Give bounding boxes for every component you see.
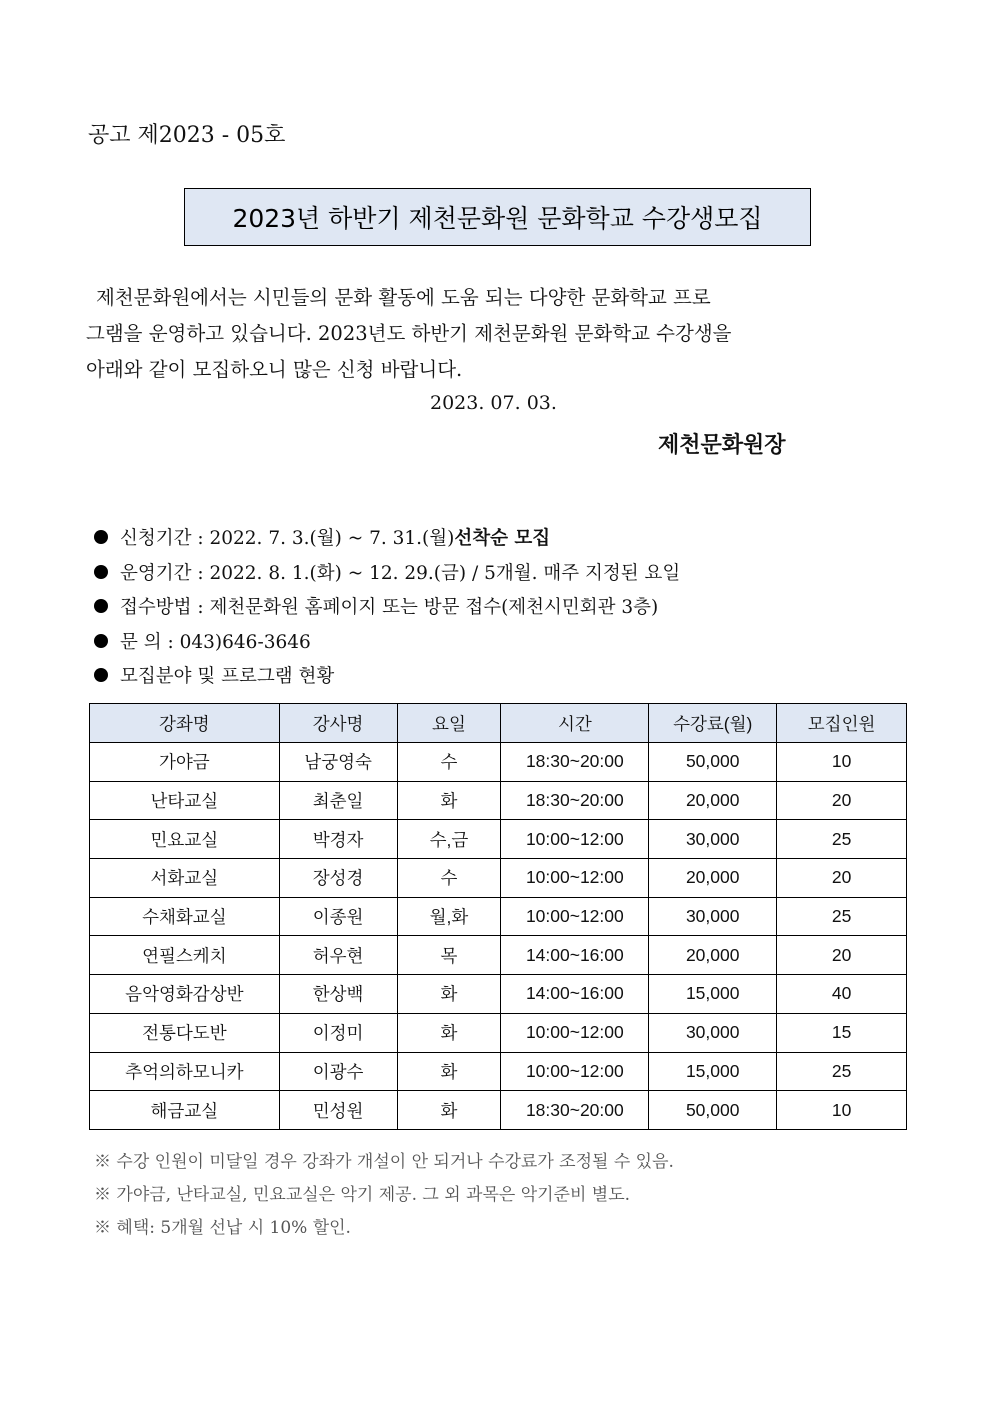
table-cell: 20 [777,781,907,820]
table-cell: 10:00~12:00 [501,1013,649,1052]
info-item [94,520,680,555]
table-cell: 20,000 [649,936,777,975]
column-header: 강사명 [279,704,397,743]
table-cell: 20,000 [649,781,777,820]
note-item: ※ 가야금, 난타교실, 민요교실은 악기 제공. 그 외 과목은 악기준비 별도. [94,1185,631,1205]
info-list [94,520,680,693]
table-cell: 15,000 [649,1052,777,1091]
table-row [90,781,907,820]
table-row [90,743,907,782]
column-header: 강좌명 [90,704,280,743]
table-cell: 이정미 [279,1013,397,1052]
table-cell: 월,화 [397,897,501,936]
table-row [90,975,907,1014]
table-cell: 전통다도반 [90,1013,280,1052]
table-cell: 40 [777,975,907,1014]
table-cell: 14:00~16:00 [501,936,649,975]
table-cell: 18:30~20:00 [501,781,649,820]
table-cell: 20 [777,859,907,898]
table-cell: 20,000 [649,859,777,898]
table-row [90,1091,907,1130]
intro-line: 제천문화원에서는 시민들의 문화 활동에 도움 되는 다양한 문화학교 프로 [96,286,711,309]
bullet-icon [94,599,108,613]
signatory: 제천문화원장 [658,432,786,458]
note-item: ※ 수강 인원이 미달일 경우 강좌가 개설이 안 되거나 수강료가 조정될 수 있음. [94,1152,674,1172]
info-text: 문 의 : 043)646-3646 [120,631,311,653]
table-cell: 10 [777,1091,907,1130]
info-item [94,658,680,693]
page-title: 2023년 하반기 제천문화원 문화학교 수강생모집 [184,188,811,246]
table-cell: 화 [397,1013,501,1052]
info-text: 접수방법 : 제천문화원 홈페이지 또는 방문 접수(제천시민회관 3층) [120,597,659,619]
table-cell: 15 [777,1013,907,1052]
table-cell: 10:00~12:00 [501,897,649,936]
table-cell: 30,000 [649,820,777,859]
table-cell: 10:00~12:00 [501,820,649,859]
intro-paragraph [86,280,786,388]
table-row [90,1052,907,1091]
info-item [94,589,680,624]
table-row [90,936,907,975]
bullet-icon [94,634,108,648]
note-item: ※ 혜택: 5개월 선납 시 10% 할인. [94,1218,351,1238]
table-cell: 민요교실 [90,820,280,859]
table-cell: 15,000 [649,975,777,1014]
table-cell: 20 [777,936,907,975]
table-cell: 수 [397,743,501,782]
info-item [94,555,680,590]
table-cell: 30,000 [649,897,777,936]
table-cell: 한상백 [279,975,397,1014]
table-cell: 화 [397,1052,501,1091]
table-cell: 25 [777,820,907,859]
intro-line: 아래와 같이 모집하오니 많은 신청 바랍니다. [86,358,463,381]
info-text: 모집분야 및 프로그램 현황 [120,666,335,688]
table-cell: 최춘일 [279,781,397,820]
table-cell: 가야금 [90,743,280,782]
program-table [89,703,907,1130]
column-header: 모집인원 [777,704,907,743]
table-cell: 50,000 [649,1091,777,1130]
table-cell: 화 [397,975,501,1014]
info-emphasis: 선착순 모집 [454,528,551,550]
table-cell: 난타교실 [90,781,280,820]
table-cell: 남궁영숙 [279,743,397,782]
table-cell: 이광수 [279,1052,397,1091]
bullet-icon [94,530,108,544]
table-cell: 음악영화감상반 [90,975,280,1014]
table-cell: 25 [777,897,907,936]
column-header: 수강료(월) [649,704,777,743]
table-row [90,1013,907,1052]
table-cell: 18:30~20:00 [501,743,649,782]
table-cell: 25 [777,1052,907,1091]
column-header: 요일 [397,704,501,743]
bullet-icon [94,565,108,579]
table-row [90,859,907,898]
table-cell: 허우현 [279,936,397,975]
table-cell: 10:00~12:00 [501,1052,649,1091]
notes [94,1143,674,1242]
table-cell: 수채화교실 [90,897,280,936]
table-cell: 14:00~16:00 [501,975,649,1014]
table-cell: 수,금 [397,820,501,859]
table-cell: 이종원 [279,897,397,936]
table-cell: 화 [397,1091,501,1130]
table-cell: 추억의하모니카 [90,1052,280,1091]
info-item [94,624,680,659]
table-row [90,820,907,859]
table-cell: 10:00~12:00 [501,859,649,898]
notice-number: 공고 제2023 - 05호 [88,123,286,148]
table-cell: 화 [397,781,501,820]
table-cell: 해금교실 [90,1091,280,1130]
table-cell: 목 [397,936,501,975]
table-cell: 30,000 [649,1013,777,1052]
table-cell: 민성원 [279,1091,397,1130]
table-cell: 연필스케치 [90,936,280,975]
table-cell: 서화교실 [90,859,280,898]
table-cell: 18:30~20:00 [501,1091,649,1130]
column-header: 시간 [501,704,649,743]
table-cell: 50,000 [649,743,777,782]
table-row [90,897,907,936]
info-text: 신청기간 : 2022. 7. 3.(월) ~ 7. 31.(월) [120,528,455,550]
info-text: 운영기간 : 2022. 8. 1.(화) ~ 12. 29.(금) / 5개월. 매주 지정된 요일 [120,562,681,584]
table-cell: 수 [397,859,501,898]
table-cell: 장성경 [279,859,397,898]
table-header-row [90,704,907,743]
table-cell: 10 [777,743,907,782]
intro-line: 그램을 운영하고 있습니다. 2023년도 하반기 제천문화원 문화학교 수강생을 [86,322,732,345]
bullet-icon [94,668,108,682]
notice-date: 2023. 07. 03. [430,392,557,414]
table-cell: 박경자 [279,820,397,859]
